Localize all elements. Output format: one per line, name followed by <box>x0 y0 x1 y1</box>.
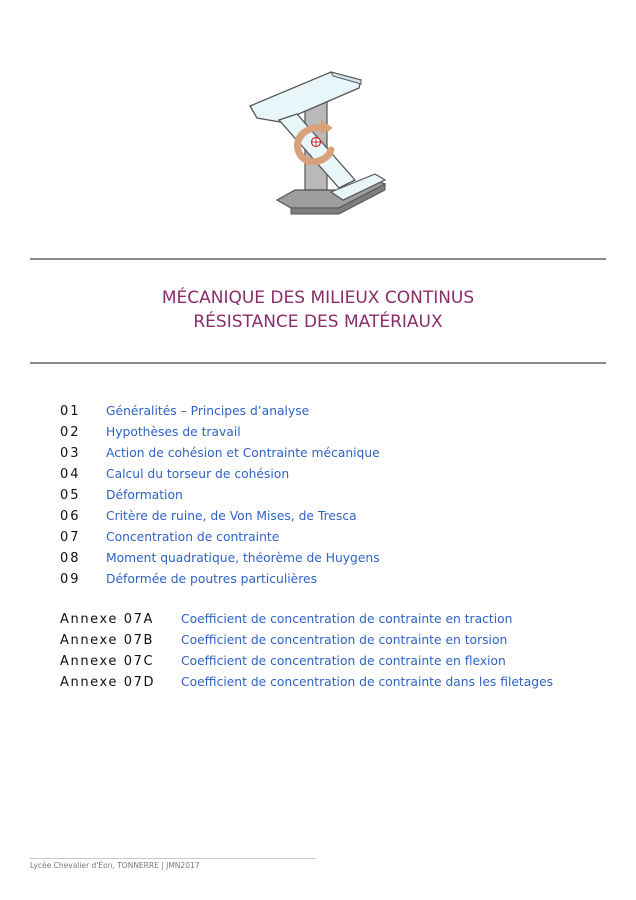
page-title <box>0 286 636 334</box>
toc-number: 06 <box>60 509 81 524</box>
toc-item[interactable] <box>60 404 380 425</box>
annex-item[interactable] <box>60 633 553 654</box>
annex-number: Annexe 07B <box>60 633 155 648</box>
title-line-2: RÉSISTANCE DES MATÉRIAUX <box>193 312 443 332</box>
toc-number: 07 <box>60 530 81 545</box>
toc-number: 05 <box>60 488 81 503</box>
toc-item[interactable] <box>60 446 380 467</box>
toc-link[interactable]: Moment quadratique, théorème de Huygens <box>106 551 380 565</box>
toc-number: 01 <box>60 404 81 419</box>
i-beam-torsion-icon <box>235 62 405 222</box>
annex-number: Annexe 07A <box>60 612 154 627</box>
footer-divider <box>30 858 316 859</box>
annex-item[interactable] <box>60 612 553 633</box>
annex-number: Annexe 07C <box>60 654 155 669</box>
annex-link[interactable]: Coefficient de concentration de contrainte dans les filetages <box>181 675 554 689</box>
annex-list <box>60 612 553 696</box>
toc-number: 03 <box>60 446 81 461</box>
table-of-contents <box>60 404 380 593</box>
annex-link[interactable]: Coefficient de concentration de contrainte en torsion <box>181 633 508 647</box>
toc-number: 08 <box>60 551 81 566</box>
toc-item[interactable] <box>60 572 380 593</box>
toc-item[interactable] <box>60 509 380 530</box>
toc-number: 09 <box>60 572 81 587</box>
title-line-1: MÉCANIQUE DES MILIEUX CONTINUS <box>161 288 475 308</box>
annex-link[interactable]: Coefficient de concentration de contrainte en flexion <box>181 654 506 668</box>
annex-item[interactable] <box>60 675 553 696</box>
toc-item[interactable] <box>60 551 380 572</box>
top-divider <box>30 258 606 260</box>
toc-item[interactable] <box>60 425 380 446</box>
bottom-divider <box>30 362 606 364</box>
toc-link[interactable]: Critère de ruine, de Von Mises, de Tresca <box>106 509 357 523</box>
toc-item[interactable] <box>60 488 380 509</box>
annex-item[interactable] <box>60 654 553 675</box>
toc-number: 04 <box>60 467 81 482</box>
toc-link[interactable]: Concentration de contrainte <box>106 530 280 544</box>
toc-number: 02 <box>60 425 81 440</box>
toc-link[interactable]: Hypothèses de travail <box>106 425 241 439</box>
toc-link[interactable]: Généralités – Principes d’analyse <box>106 404 310 418</box>
toc-link[interactable]: Déformée de poutres particulières <box>106 572 317 586</box>
toc-link[interactable]: Déformation <box>106 488 183 502</box>
annex-number: Annexe 07D <box>60 675 156 690</box>
toc-item[interactable] <box>60 467 380 488</box>
toc-item[interactable] <box>60 530 380 551</box>
page-footer: Lycée Chevalier d'Éon, TONNERRE | JMN2017 <box>30 861 200 870</box>
toc-link[interactable]: Calcul du torseur de cohésion <box>106 467 290 481</box>
annex-link[interactable]: Coefficient de concentration de contrainte en traction <box>181 612 513 626</box>
toc-link[interactable]: Action de cohésion et Contrainte mécanique <box>106 446 380 460</box>
